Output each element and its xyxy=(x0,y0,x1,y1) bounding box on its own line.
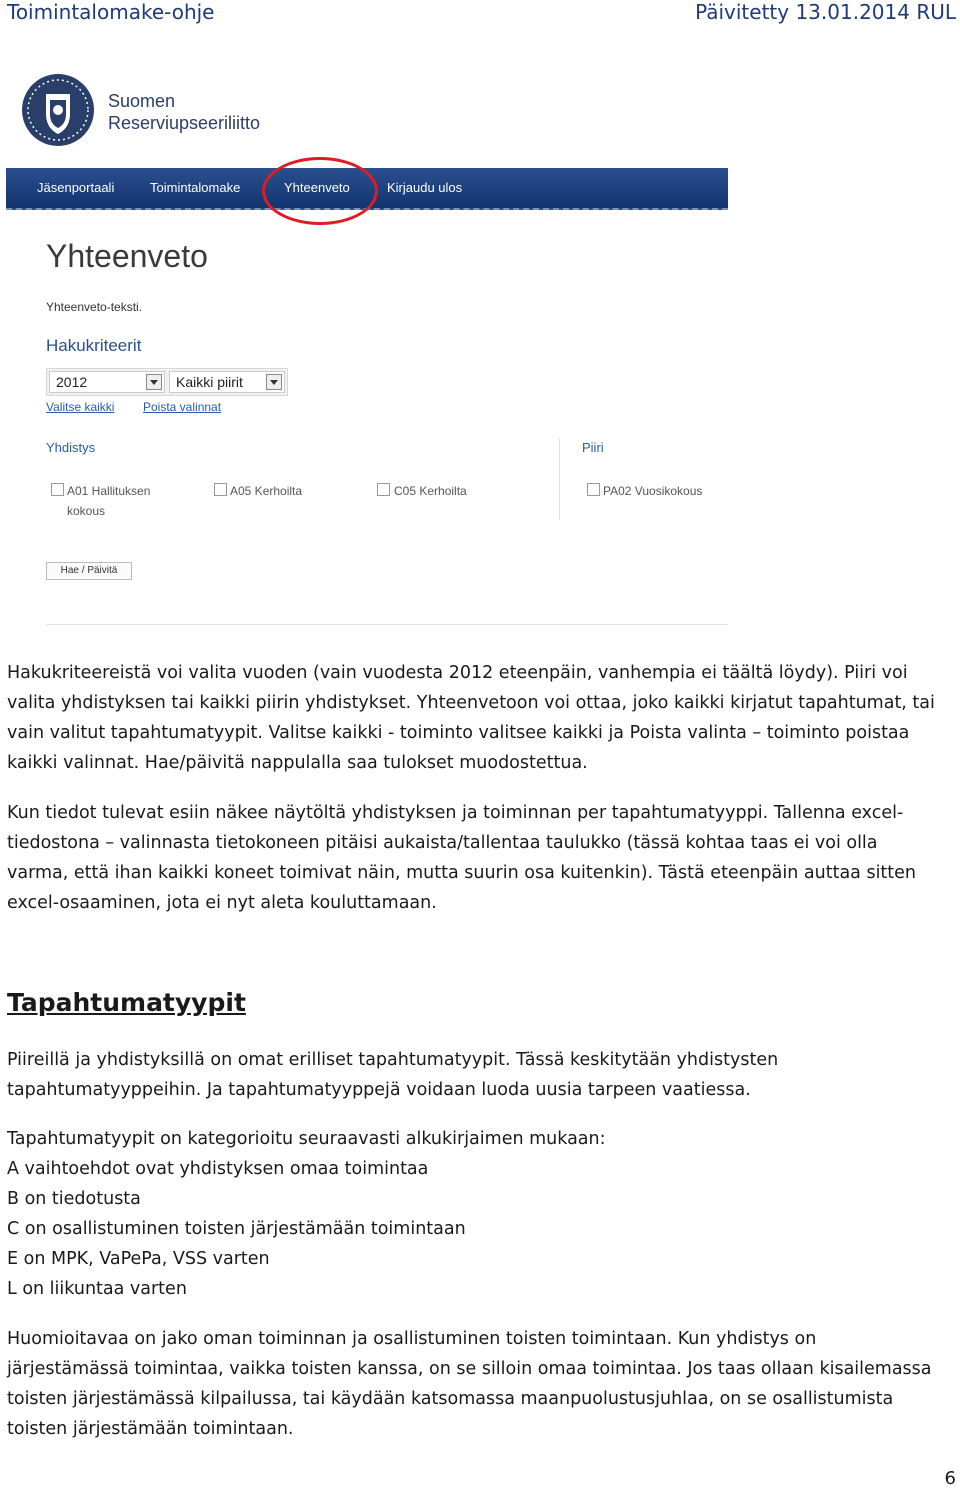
page-number: 6 xyxy=(944,1468,956,1489)
checkbox-label-a01: A01 Hallituksen kokous xyxy=(67,484,151,518)
year-select[interactable]: 2012 xyxy=(49,371,165,393)
section-heading: Tapahtumatyypit xyxy=(7,988,246,1017)
select-all-link[interactable]: Valitse kaikki xyxy=(46,400,115,414)
page-heading: Yhteenveto xyxy=(46,238,208,274)
clear-selection-link[interactable]: Poista valinnat xyxy=(143,400,222,414)
nav-summary[interactable]: Yhteenveto xyxy=(284,180,350,195)
updated-date: Päivitetty 13.01.2014 RUL xyxy=(695,0,956,24)
checkbox-a05[interactable] xyxy=(214,483,227,496)
logo-wordmark: Suomen Reserviupseeriliitto xyxy=(108,91,261,133)
checkbox-pa02[interactable] xyxy=(587,483,600,496)
paragraph-criteria: Hakukriteereistä voi valita vuoden (vain vuodesta 2012 eteenpäin, vanhempia ei täältä löydy). Piiri voi valita yhdistyksen tai kaikki piirin yhdistykset. Yhteenvetoon voi ottaa, joko kaikki kirjatut tapahtumat, tai vain valitut tapahtumatyypit. Valitse kaikki - toiminto valitsee kaikki ja Poista valinta – toiminto poistaa kaikki valinnat. Hae/päivitä nappulalla saa tulokset muodostettua. xyxy=(7,663,935,773)
checkbox-a01[interactable] xyxy=(51,483,64,496)
category-list: Tapahtumatyypit on kategorioitu seuraavasti alkukirjaimen mukaan: A vaihtoehdot ovat yhdistyksen omaa toimintaa B on tiedotusta C on osallistuminen toisten järjestämään toimintaan E on MPK, VaPePa, VSS varten L on liikuntaa varten xyxy=(7,1129,606,1299)
intro-text: Yhteenveto-teksti. xyxy=(46,300,143,314)
checkbox-label-a05: A05 Kerhoilta xyxy=(230,484,303,498)
nav-activity-form[interactable]: Toimintalomake xyxy=(150,180,241,195)
association-column-heading: Yhdistys xyxy=(46,440,96,455)
column-divider xyxy=(559,438,560,520)
paragraph-results: Kun tiedot tulevat esiin näkee näytöltä yhdistyksen ja toiminnan per tapahtumatyyppi. Tallenna excel- tiedostona – valinnasta tietokoneen pitäisi aukaista/tallentaa taulukko (tässä kohtaa taas ei voi olla varma, että ihan kaikki koneet toimivat näin, mutta suurin osa kuitenkin). Tästä eteenpäin auttaa sitten excel-osaaminen, jota ei nyt aleta kouluttamaan. xyxy=(7,803,917,913)
document-title: Toimintalomake-ohje xyxy=(7,0,215,24)
chevron-down-icon xyxy=(266,374,282,390)
district-select[interactable]: Kaikki piirit xyxy=(169,371,285,393)
checkbox-label-pa02: PA02 Vuosikokous xyxy=(603,484,703,498)
filter-bar xyxy=(46,368,288,396)
nav-logout[interactable]: Kirjaudu ulos xyxy=(387,180,463,195)
highlight-circle xyxy=(262,157,378,225)
embedded-screenshot xyxy=(6,60,728,626)
chevron-down-icon xyxy=(146,374,162,390)
divider xyxy=(46,624,728,625)
coat-of-arms-icon xyxy=(20,72,96,148)
paragraph-event-types: Piireillä ja yhdistyksillä on omat erilliset tapahtumatyypit. Tässä keskitytään yhdistysten tapahtumatyyppeihin. Ja tapahtumatyyppejä voidaan luoda uusia tarpeen vaatiessa. xyxy=(7,1050,779,1100)
district-column-heading: Piiri xyxy=(582,440,604,455)
checkbox-label-c05: C05 Kerhoilta xyxy=(394,484,467,498)
paragraph-note: Huomioitavaa on jako oman toiminnan ja osallistuminen toisten toimintaan. Kun yhdistys on järjestämässä toimintaa, vaikka toisten kanssa, on se silloin omaa toimintaa. Jos taas ollaan kisailemassa toisten järjestämässä kilpailussa, tai käydään katsomassa maanpuolustusjuhlaa, on se osallistumista toisten järjestämään toimintaan. xyxy=(7,1329,932,1439)
nav-member-portal[interactable]: Jäsenportaali xyxy=(37,180,115,195)
search-refresh-button[interactable]: Hae / Päivitä xyxy=(46,562,132,580)
criteria-heading: Hakukriteerit xyxy=(46,336,142,355)
checkbox-c05[interactable] xyxy=(377,483,390,496)
